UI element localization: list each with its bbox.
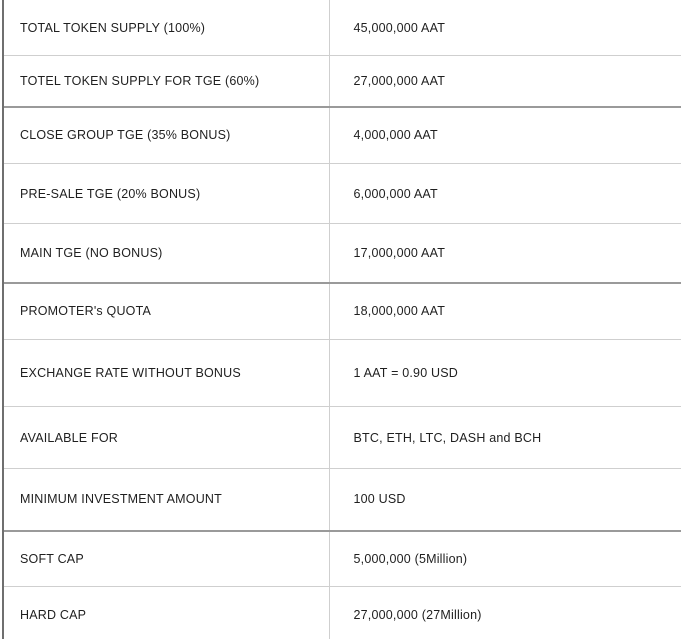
row-value: BTC, ETH, LTC, DASH and BCH <box>329 407 681 469</box>
table-row <box>3 407 681 469</box>
row-label: CLOSE GROUP TGE (35% BONUS) <box>3 107 329 164</box>
row-value: 1 AAT = 0.90 USD <box>329 340 681 407</box>
table-row <box>3 340 681 407</box>
row-value: 6,000,000 AAT <box>329 164 681 224</box>
table-row <box>3 0 681 56</box>
row-value: 4,000,000 AAT <box>329 107 681 164</box>
table-row <box>3 164 681 224</box>
row-value: 5,000,000 (5Million) <box>329 531 681 587</box>
table-row <box>3 469 681 531</box>
row-value: 17,000,000 AAT <box>329 224 681 283</box>
row-label: MINIMUM INVESTMENT AMOUNT <box>3 469 329 531</box>
row-value: 45,000,000 AAT <box>329 0 681 56</box>
row-label: HARD CAP <box>3 587 329 639</box>
row-label: PROMOTER's QUOTA <box>3 283 329 340</box>
row-label: PRE-SALE TGE (20% BONUS) <box>3 164 329 224</box>
row-value: 27,000,000 AAT <box>329 56 681 107</box>
table-row <box>3 56 681 107</box>
row-label: EXCHANGE RATE WITHOUT BONUS <box>3 340 329 407</box>
row-label: SOFT CAP <box>3 531 329 587</box>
table-row <box>3 587 681 639</box>
table-row <box>3 283 681 340</box>
row-value: 27,000,000 (27Million) <box>329 587 681 639</box>
table-row <box>3 531 681 587</box>
table-row <box>3 107 681 164</box>
row-label: TOTEL TOKEN SUPPLY FOR TGE (60%) <box>3 56 329 107</box>
table-row <box>3 224 681 283</box>
row-value: 100 USD <box>329 469 681 531</box>
row-label: TOTAL TOKEN SUPPLY (100%) <box>3 0 329 56</box>
row-label: AVAILABLE FOR <box>3 407 329 469</box>
row-value: 18,000,000 AAT <box>329 283 681 340</box>
row-label: MAIN TGE (NO BONUS) <box>3 224 329 283</box>
token-sale-table <box>2 0 681 639</box>
